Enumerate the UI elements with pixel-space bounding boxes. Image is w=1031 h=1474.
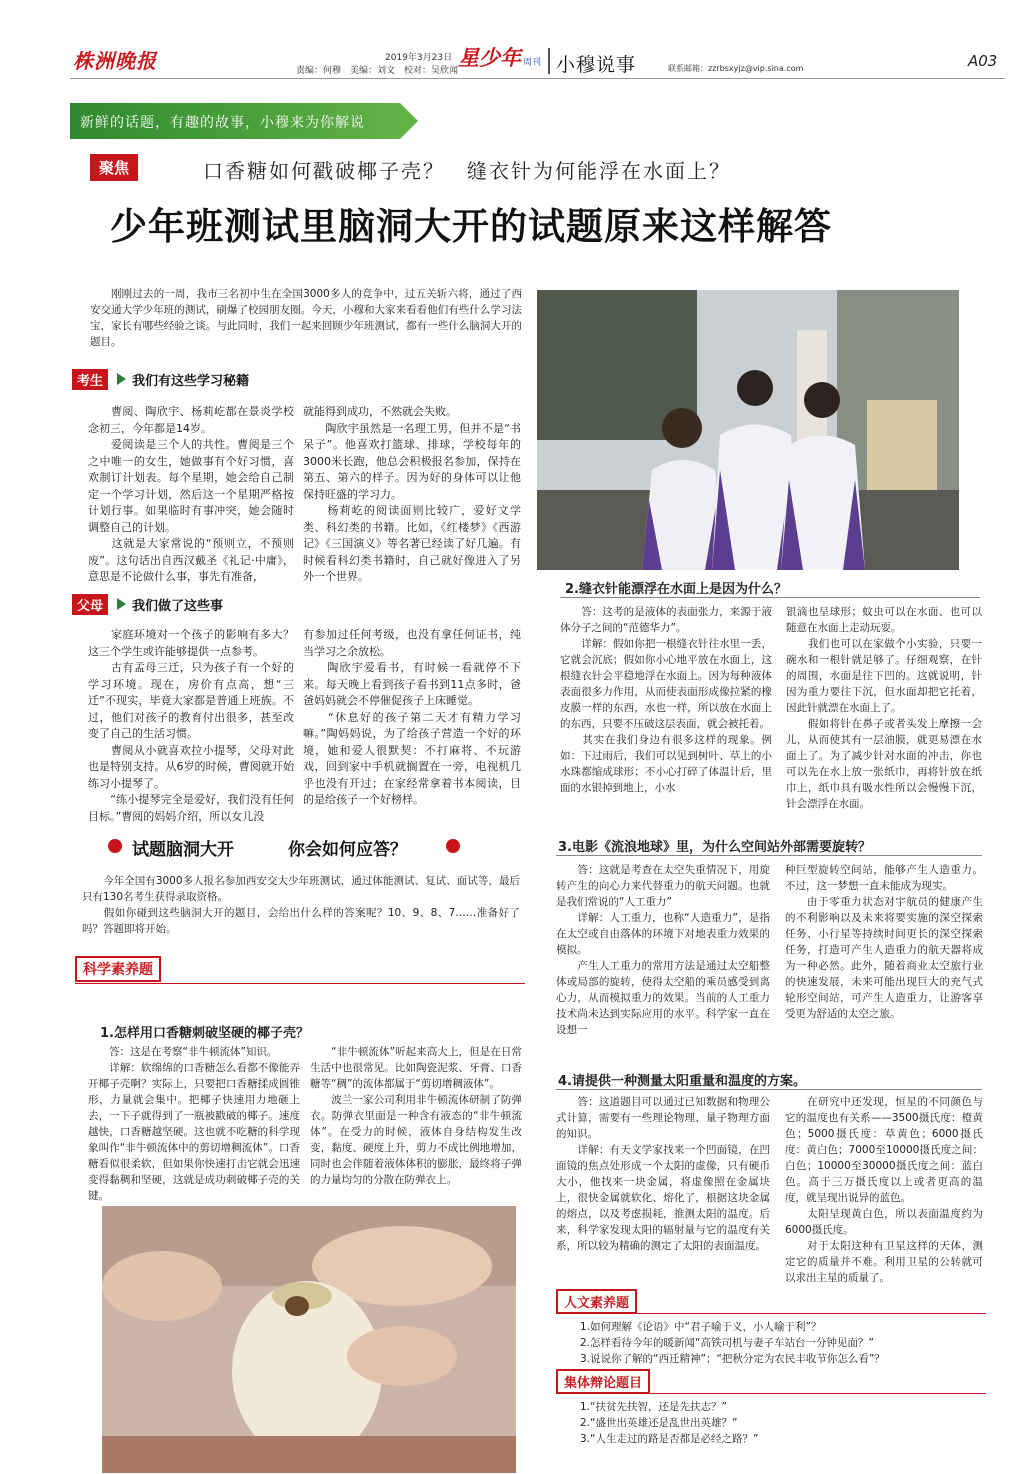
students-photo bbox=[537, 290, 959, 570]
humanities-list bbox=[580, 1319, 980, 1367]
page-number: A03 bbox=[968, 52, 998, 70]
q2-col2: 银滴也呈球形；蚊虫可以在水面、也可以随意在水面上走动玩耍。 我们也可以在家做个小实验，只要一碗水和一根针就足够了。仔细观察，在针的周围，水面是往下凹的。这就说明，针因为重力要往下沉，但水面却把它托着，因此针就漂在水面上了。 假如将针在鼻子或者头发上摩擦一会儿，从而使其有一层油膜，就更易漂在水面上了。为了减少针对水面的冲击，你也可以先在水上放一张纸巾，再将针放在纸巾上，纸巾具有吸水性所以会慢慢下沉，针会漂浮在水面。 bbox=[786, 606, 982, 810]
brand-name: 星少年 bbox=[458, 46, 521, 70]
newspaper-logo: 株洲晚报 bbox=[73, 49, 157, 73]
q3-col1: 答：这就是考查在太空失重情况下，用旋转产生的向心力来代替重力的航天问题。也就是我们常说的“人工重力” 详解：人工重力，也称“人造重力”，是指在太空或自由落体的环境下对地表重力效果的模拟。 产生人工重力的常用方法是通过太空船整体或局部的旋转，使得太空船的乘员感受到离心力，从而模拟重力的效果。当前的人工重力技术尚未达到实际应用的水平。科学家一直在设想一 bbox=[556, 864, 770, 1036]
parents-title: 我们做了这些事 bbox=[132, 599, 224, 614]
play-triangle-icon bbox=[117, 598, 126, 610]
headline: 少年班测试里脑洞大开的试题原来这样解答 bbox=[110, 204, 832, 248]
brand-logo bbox=[458, 42, 541, 76]
red-dot-icon bbox=[108, 839, 122, 853]
q2-title: 2.缝衣针能漂浮在水面上是因为什么？ bbox=[565, 582, 787, 597]
focus-tag: 聚焦 bbox=[90, 154, 138, 181]
debate-tag: 集体辩论题目 bbox=[556, 1369, 650, 1394]
humanities-item: 1.如何理解《论语》中“君子喻于义，小人喻于利”？ bbox=[580, 1321, 822, 1333]
banner bbox=[70, 103, 416, 139]
q3-title: 3.电影《流浪地球》里，为什么空间站外部需要旋转？ bbox=[558, 840, 871, 855]
puzzle-intro: 今年全国有3000多人报名参加西安交大少年班测试，通过体能测试、复试、面试等，最后只有130名考生获得录取资格。 假如你碰到这些脑洞大开的题目，会给出什么样的答案呢？10、9、8、7……准备好了吗？答题即将开始。 bbox=[82, 875, 520, 935]
parents-col1: 家庭环境对一个孩子的影响有多大？这三个学生或许能够提供一点参考。 古有孟母三迁，只为孩子有一个好的学习环境。现在，房价有点高，想“三迁”不现实，毕竟大家都是普通上班族。不过，他们对孩子的教育付出很多，甚至改变了自己的生活习惯。 曹阅从小就喜欢拉小提琴，父母对此也是特别支持。从6岁的时候，曹阅就开始练习小提琴了。 “练小提琴完全是爱好，我们没有任何目标。”曹阅的妈妈介绍，所以女儿没 bbox=[88, 628, 294, 823]
issue-date: 2019年3月23日 bbox=[385, 53, 453, 63]
students-col2: 就能得到成功，不然就会失败。 陶欣宇虽然是一名理工男，但并不是“书呆子”。他喜欢打篮球、排球，学校每年的3000米长跑，他总会积极报名参加，保持在第五、第六的样子。因为好的身体可以让他保持旺盛的学习力。 杨莉屹的阅读面则比较广，爱好文学类、科幻类的书籍。比如，《红楼梦》《西游记》《三国演义》等名著已经读了好几遍。有时候看科幻类书籍时，自己就好像进入了另外一个世界。 bbox=[303, 405, 521, 583]
parents-tag: 父母 bbox=[72, 594, 108, 615]
intro-paragraph: 刚刚过去的一周，我市三名初中生在全国3000多人的竞争中，过五关斩六将，通过了西安交通大学少年班的测试，刷爆了校园朋友圈。今天，小穆和大家来看看他们有些什么学习法宝，家长有哪些经验之谈。与此同时，我们一起来回顾少年班测试，都有一些什么脑洞大开的题目。 bbox=[90, 288, 522, 348]
editor-credits: 责编：何穆 美编：刘文 校对：吴欣闻 bbox=[296, 66, 459, 76]
puzzle-title-b: 你会如何应答？ bbox=[288, 840, 407, 860]
masthead-rule bbox=[70, 78, 1005, 79]
students-photo-illustration bbox=[537, 290, 959, 570]
puzzle-header bbox=[108, 832, 468, 860]
students-title: 我们有这些学习秘籍 bbox=[132, 374, 250, 389]
column-name: 小穆说事 bbox=[556, 54, 637, 76]
play-triangle-icon bbox=[117, 373, 126, 385]
parents-header bbox=[72, 594, 530, 614]
debate-item: 2.“盛世出英雄还是乱世出英雄？” bbox=[580, 1417, 738, 1429]
masthead bbox=[0, 0, 1031, 98]
students-tag: 考生 bbox=[72, 369, 108, 390]
contact-email: 联系邮箱：zzrbsxyjz@vip.sina.com bbox=[668, 64, 804, 73]
humanities-item: 3.说说你了解的“西迁精神”；“把秋分定为农民丰收节你怎么看”？ bbox=[580, 1353, 885, 1365]
brand-sub: 周刊 bbox=[523, 58, 542, 68]
students-header bbox=[72, 369, 530, 389]
header-divider bbox=[548, 48, 550, 74]
science-col1: 答：这是在考察“非牛顿流体”知识。 详解：软绵绵的口香糖怎么看都不像能弄开椰子壳啊？实际上，只要把口香糖揉成圆锥形，力量就会集中。把椰子快速用力地砸上去，一下子就得到了一瓶被戳破的椰子。速度越快，口香糖越坚硬。这也就不吃糖的科学现象叫作“非牛顿流体中的剪切增稠流体”。口香糖看似很柔软，但如果你快速打击它就会迅速变得黏稠和坚硬，这就是成功刺破椰子壳的关键。 bbox=[88, 1046, 300, 1202]
q2-col1: 答：这考的是液体的表面张力，来源于液体分子之间的“范德华力”。 详解：假如你把一根缝衣针往水里一丢，它就会沉底；假如你小心地平放在水面上，这根缝衣针会平稳地浮在水面上。因为每种液体表面很多力作用，从而使表面形成像拉紧的橡皮膜一样的东西，水也一样，所以放在水面上的东西，只要不压破这层表面，就会被托着。 其实在我们身边有很多这样的现象。例如：下过雨后，我们可以见到树叶、草上的小水珠都缩成球形；不小心打碎了体温计后，里面的水银掉到地上，小水 bbox=[560, 606, 772, 794]
parents-col2: 有参加过任何考级，也没有拿任何证书，纯当学习之余放松。 陶欣宇爱看书，有时候一看就停不下来。每天晚上看到孩子看书到11点多时，爸爸妈妈就会不停催促孩子上床睡觉。 “休息好的孩子第二天才有精力学习嘛。”陶妈妈说，为了给孩子营造一个好的环境，她和爱人很默契：不打麻将、不玩游戏，回到家中手机就搁置在一旁，电视机几乎也没有开过；在家经常拿着书本阅读，目的是给孩子一个好榜样。 bbox=[303, 628, 521, 806]
humanities-item: 2.怎样看待今年的暖新闻“高铁司机与妻子车站台一分钟见面？” bbox=[580, 1337, 874, 1349]
q4-title: 4.请提供一种测量太阳重量和温度的方案。 bbox=[558, 1074, 806, 1089]
coconut-photo-illustration bbox=[102, 1206, 516, 1473]
subhead: 口香糖如何戳破椰子壳？ 缝衣针为何能浮在水面上？ bbox=[203, 159, 731, 183]
humanities-tag: 人文素养题 bbox=[556, 1289, 637, 1314]
debate-item: 1.“扶贫先扶智，还是先扶志？” bbox=[580, 1401, 727, 1413]
students-col1: 曹阅、陶欣宇、杨莉屹都在景炎学校念初三，今年都是14岁。 爱阅读是三个人的共性。曹阅是三个之中唯一的女生，她做事有个好习惯，喜欢制订计划表。每个星期，她会给自己制定一个学习计划，然后这一个星期严格按计划行事。如果临时有事冲突，她会随时调整自己的计划。 这就是大家常说的“预则立，不预则废”。这句话出自西汉戴圣《礼记·中庸》，意思是不论做什么事，事先有准备， bbox=[88, 405, 294, 583]
debate-list bbox=[580, 1399, 980, 1447]
debate-item: 3.“人生走过的路是否都是必经之路？” bbox=[580, 1433, 759, 1445]
q3-col2: 种巨型旋转空间站，能够产生人造重力。不过，这一梦想一直未能成为现实。 由于零重力状态对宇航员的健康产生的不利影响以及未来将要实施的深空探索任务、小行星等持续时间更长的深空探索任务，打造可产生人造重力的航天器将成为一种必然。此外，随着商业太空旅行业的快速发展，未来可能出现巨大的充气式轮形空间站，可产生人造重力，让游客享受更为舒适的太空之旅。 bbox=[785, 864, 983, 1020]
red-dot-icon bbox=[446, 839, 460, 853]
banner-text: 新鲜的话题，有趣的故事，小穆来为你解说 bbox=[80, 115, 365, 131]
q4-col2: 在研究中还发现，恒星的不同颜色与它的温度也有关系——3500摄氏度：橙黄色；5000摄氏度：草黄色；6000摄氏度：黄白色；7000至10000摄氏度之间：白色；10000至30000摄氏度之间：蓝白色。高于三万摄氏度以上或者更高的温度，就呈现出说异的蓝色。 太阳呈现黄白色，所以表面温度约为6000摄氏度。 对于太阳这种有卫星这样的天体，测定它的质量并不难。利用卫星的公转就可以求出主星的质量了。 bbox=[785, 1096, 983, 1284]
science-q1-title: 1.怎样用口香糖刺破坚硬的椰子壳？ bbox=[100, 1026, 309, 1041]
coconut-photo bbox=[102, 1206, 516, 1473]
science-tag: 科学素养题 bbox=[75, 956, 161, 982]
science-col2: “非牛顿流体”听起来高大上，但是在日常生活中也很常见。比如陶瓷泥浆、牙膏、口香糖等“稠”的流体都属于“剪切增稠液体”。 波兰一家公司利用非牛顿流体研制了防弹衣。防弹衣里面是一种含有液态的“非牛顿流体”。在受力的时候，液体自身结构发生改变，黏度、硬度上升，剪力不成比例地增加，同时也会伴随着液体体积的膨胀，最终将子弹的力量均匀的分散在防弹衣上。 bbox=[310, 1046, 522, 1186]
puzzle-title-a: 试题脑洞大开 bbox=[132, 840, 234, 860]
q4-col1: 答：这道题目可以通过已知数据和物理公式计算，需要有一些理论物理、量子物理方面的知识。 详解：有天文学家找来一个凹面镜，在凹面镜的焦点处形成一个太阳的虚像，只有硬币大小，他找来一块金属，将虚像照在金属块上，很快金属就软化、熔化了，根据这块金属的熔点，以及考虑损耗，推测太阳的温度。后来，科学家发现太阳的辐射量与它的温度有关系，所以较为精确的测定了太阳的表面温度。 bbox=[556, 1096, 770, 1252]
